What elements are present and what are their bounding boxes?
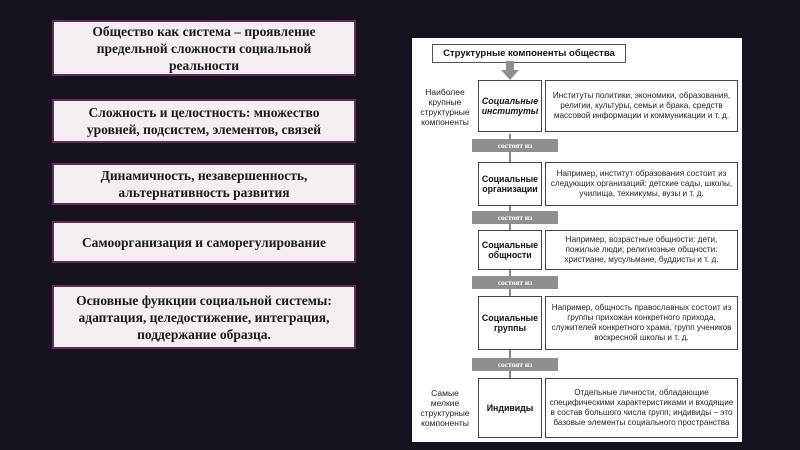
card-complexity-integrity: [52, 99, 356, 143]
institutions-box: Социальные институты: [478, 80, 542, 132]
organizations-description: [545, 162, 738, 206]
description-text: Отдельные личности, обладающие специфическими характеристиками и входящие в состав большого числа групп; индивиды – это базовые элементы социального пространства: [549, 388, 734, 427]
largest-components-label: Наиболее крупные структурные компоненты: [420, 87, 470, 127]
card-society-as-system: [52, 20, 356, 76]
description-text: Например, возрастные общности: дети, пожилые люди; религиозные общности: христиане, мусульмане, буддисты и т. д.: [564, 235, 719, 264]
description-text: Например, институт образования состоит из следующих организаций: детские сады, школы, училища, техникумы, вузы и т. д.: [550, 169, 733, 198]
consists-of-label: состоят из: [472, 358, 558, 371]
groups-description: [545, 296, 738, 350]
structure-diagram: [412, 38, 742, 442]
card-text: Сложность и целостность: множество уровней, подсистем, элементов, связей: [86, 105, 322, 137]
diagram-title: Структурные компоненты общества: [432, 44, 626, 63]
description-text: Институты политики, экономики, образования, религии, культуры, семьи и брака, средств массовой информации и коммуникации и т. д.: [552, 91, 731, 120]
consists-of-label: состоят из: [472, 139, 558, 152]
organizations-box: Социальные организации: [478, 162, 542, 206]
card-text: Основные функции социальной системы: адаптация, целедостижение, интеграция, поддержание образца.: [76, 292, 332, 342]
card-text: Динамичность, незавершенность, альтернативность развития: [100, 168, 308, 200]
consists-of-label: состоят из: [472, 276, 558, 289]
groups-box: Социальные группы: [478, 296, 542, 350]
card-text: Самоорганизация и саморегулирование: [81, 234, 327, 250]
individuals-box: Индивиды: [478, 378, 542, 438]
card-dynamism: [52, 163, 356, 205]
consists-of-label: состоят из: [472, 211, 558, 224]
communities-box: Социальные общности: [478, 230, 542, 270]
arrow-down-icon: [500, 61, 520, 80]
card-system-functions: [52, 285, 356, 349]
institutions-description: [545, 80, 738, 132]
smallest-components-label: Самые мелкие структурные компоненты: [420, 388, 470, 428]
description-text: Например, общность православных состоит из группы прихожан конкретного прихода, служителей конкретного храма, групп учеников воскресной школы и т. д.: [551, 303, 732, 342]
card-self-organization: [52, 221, 356, 263]
communities-description: [545, 230, 738, 270]
card-text: Общество как система – проявление предельной сложности социальной реальности: [92, 23, 316, 73]
individuals-description: [545, 378, 738, 438]
